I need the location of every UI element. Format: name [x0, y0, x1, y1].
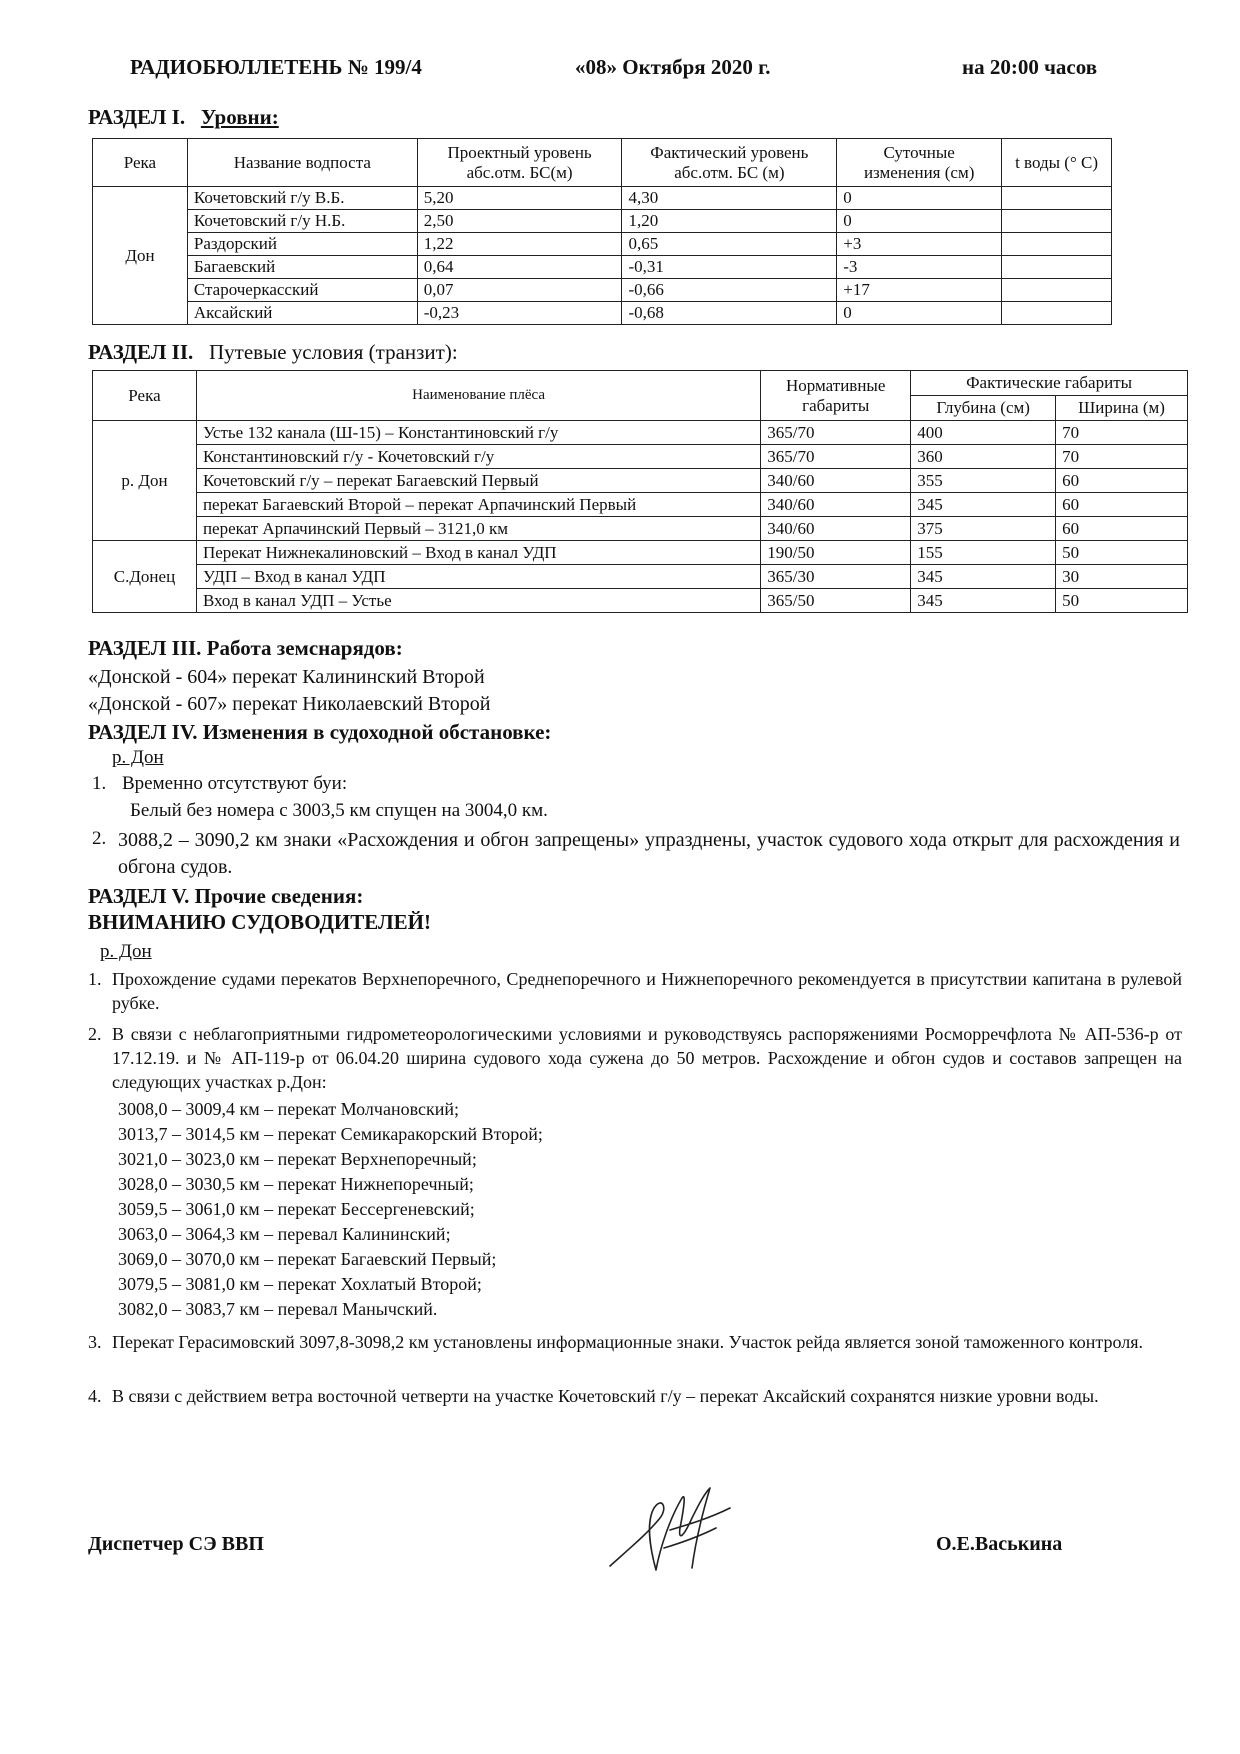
list-item: 3079,5 – 3081,0 км – перекат Хохлатый Второй;	[118, 1274, 482, 1294]
width-cell: 50	[1056, 589, 1188, 613]
project-cell: 0,07	[417, 279, 622, 302]
width-cell: 60	[1056, 517, 1188, 541]
section5-item4: В связи с действием ветра восточной четверти на участке Кочетовский г/у – перекат Аксайский сохранятся низкие уровни воды.	[112, 1386, 1099, 1406]
project-cell: 5,20	[417, 187, 622, 210]
reach-cell: УДП – Вход в канал УДП	[196, 565, 760, 589]
table-row	[93, 421, 1188, 445]
list-item: 3059,5 – 3061,0 км – перекат Бессергеневский;	[118, 1199, 475, 1219]
bulletin-date: «08» Октября 2020 г.	[575, 55, 771, 79]
actual-cell: 1,20	[622, 210, 837, 233]
post-cell: Кочетовский г/у Н.Б.	[187, 210, 417, 233]
table-row	[93, 565, 1188, 589]
section5-item3: Перекат Герасимовский 3097,8-3098,2 км установлены информационные знаки. Участок рейда является зоной таможенного контроля.	[112, 1332, 1144, 1352]
col-depth: Глубина (см)	[911, 396, 1056, 421]
width-cell: 30	[1056, 565, 1188, 589]
depth-cell: 375	[911, 517, 1056, 541]
river-cell: С.Донец	[93, 541, 197, 613]
list-item: 3028,0 – 3030,5 км – перекат Нижнепоречный;	[118, 1174, 474, 1194]
table-row	[93, 256, 1112, 279]
reach-cell: Перекат Нижнекалиновский – Вход в канал УДП	[196, 541, 760, 565]
col-normative: Нормативные габариты	[761, 371, 911, 421]
river-cell: р. Дон	[93, 421, 197, 541]
item-number: 1.	[88, 969, 102, 989]
table-row	[93, 302, 1112, 325]
project-cell: 0,64	[417, 256, 622, 279]
temp-cell	[1002, 302, 1112, 325]
depth-cell: 360	[911, 445, 1056, 469]
bulletin-title: РАДИОБЮЛЛЕТЕНЬ № 199/4	[130, 55, 422, 79]
item-number: 3.	[88, 1332, 102, 1352]
change-cell: +3	[837, 233, 1002, 256]
change-cell: +17	[837, 279, 1002, 302]
actual-cell: -0,66	[622, 279, 837, 302]
col-project-level: Проектный уровень абс.отм. БС(м)	[417, 139, 622, 187]
temp-cell	[1002, 187, 1112, 210]
section2-title: Путевые условия (транзит):	[209, 340, 458, 364]
temp-cell	[1002, 279, 1112, 302]
depth-cell: 400	[911, 421, 1056, 445]
dredger-line: «Донской - 604» перекат Калининский Второй	[88, 666, 485, 688]
table-row	[93, 541, 1188, 565]
norm-cell: 340/60	[761, 469, 911, 493]
table-row	[93, 493, 1188, 517]
norm-cell: 365/30	[761, 565, 911, 589]
norm-cell: 365/70	[761, 421, 911, 445]
norm-cell: 365/50	[761, 589, 911, 613]
item-number: 4.	[88, 1386, 102, 1406]
table-row	[93, 279, 1112, 302]
section5-heading: РАЗДЕЛ V. Прочие сведения:	[88, 884, 364, 908]
section5-item1: Прохождение судами перекатов Верхнепоречного, Среднепоречного и Нижнепоречного рекомендуется в присутствии капитана в рулевой рубке.	[112, 969, 1182, 1013]
post-cell: Старочеркасский	[187, 279, 417, 302]
levels-header-row	[93, 139, 1112, 187]
width-cell: 70	[1056, 421, 1188, 445]
section4-river: р. Дон	[112, 747, 164, 768]
col-river: Река	[93, 371, 197, 421]
change-cell: 0	[837, 187, 1002, 210]
table-row	[93, 445, 1188, 469]
width-cell: 70	[1056, 445, 1188, 469]
reach-cell: перекат Арпачинский Первый – 3121,0 км	[196, 517, 760, 541]
list-item: 3021,0 – 3023,0 км – перекат Верхнепоречный;	[118, 1149, 477, 1169]
col-reach-name: Наименование плёса	[196, 371, 760, 421]
section1-label: РАЗДЕЛ I.	[88, 105, 186, 129]
list-item: 3063,0 – 3064,3 км – перевал Калининский;	[118, 1224, 451, 1244]
col-post: Название водпоста	[187, 139, 417, 187]
section4-heading: РАЗДЕЛ IV. Изменения в судоходной обстановке:	[88, 720, 552, 744]
list-item: 3013,7 – 3014,5 км – перекат Семикаракорский Второй;	[118, 1124, 543, 1144]
table-row	[93, 517, 1188, 541]
section5-river: р. Дон	[100, 941, 152, 962]
col-width: Ширина (м)	[1056, 396, 1188, 421]
list-item: 3082,0 – 3083,7 км – перевал Манычский.	[118, 1299, 438, 1319]
section4-item1: Временно отсутствуют буи:	[122, 773, 348, 794]
waterway-table	[92, 370, 1188, 613]
col-river: Река	[93, 139, 188, 187]
width-cell: 50	[1056, 541, 1188, 565]
depth-cell: 345	[911, 565, 1056, 589]
change-cell: 0	[837, 302, 1002, 325]
depth-cell: 345	[911, 589, 1056, 613]
temp-cell	[1002, 233, 1112, 256]
norm-cell: 190/50	[761, 541, 911, 565]
width-cell: 60	[1056, 493, 1188, 517]
handwritten-signature	[600, 1478, 740, 1588]
section4-item1-detail: Белый без номера с 3003,5 км спущен на 3004,0 км.	[130, 800, 548, 821]
river-cell: Дон	[93, 187, 188, 325]
table-row	[93, 589, 1188, 613]
section2-heading	[88, 340, 458, 365]
waterway-header-row	[93, 371, 1188, 396]
project-cell: -0,23	[417, 302, 622, 325]
item-number: 2.	[88, 1024, 102, 1044]
section5-item2: В связи с неблагоприятными гидрометеорологическими условиями и руководствуясь распоряжениями Росморречфлота № АП-536-р от 17.12.19. и № АП-119-р от 06.04.20 ширина судового хода сужена до 50 метров. Расхождение и обгон судов и составов запрещен на следующих участках р.Дон:	[112, 1024, 1182, 1092]
post-cell: Багаевский	[187, 256, 417, 279]
actual-cell: -0,31	[622, 256, 837, 279]
item-number: 1.	[92, 773, 107, 794]
depth-cell: 155	[911, 541, 1056, 565]
table-row	[93, 210, 1112, 233]
list-item: 3069,0 – 3070,0 км – перекат Багаевский Первый;	[118, 1249, 497, 1269]
temp-cell	[1002, 256, 1112, 279]
actual-cell: 4,30	[622, 187, 837, 210]
col-water-temp: t воды (° С)	[1002, 139, 1112, 187]
bulletin-time: на 20:00 часов	[962, 55, 1098, 79]
col-actual-level: Фактический уровень абс.отм. БС (м)	[622, 139, 837, 187]
table-row	[93, 233, 1112, 256]
dispatcher-position: Диспетчер СЭ ВВП	[88, 1533, 264, 1555]
reach-cell: Кочетовский г/у – перекат Багаевский Первый	[196, 469, 760, 493]
dredger-line: «Донской - 607» перекат Николаевский Второй	[88, 693, 491, 715]
reach-cell: Константиновский г/у - Кочетовский г/у	[196, 445, 760, 469]
section3-heading: РАЗДЕЛ III. Работа земснарядов:	[88, 636, 403, 660]
reach-cell: Устье 132 канала (Ш-15) – Константиновский г/у	[196, 421, 760, 445]
section1-title: Уровни:	[200, 105, 279, 129]
section1-heading	[88, 105, 279, 130]
restricted-sections-list	[118, 1097, 543, 1322]
width-cell: 60	[1056, 469, 1188, 493]
norm-cell: 365/70	[761, 445, 911, 469]
change-cell: -3	[837, 256, 1002, 279]
list-item: 3008,0 – 3009,4 км – перекат Молчановский;	[118, 1099, 459, 1119]
project-cell: 1,22	[417, 233, 622, 256]
temp-cell	[1002, 210, 1112, 233]
dispatcher-name: О.Е.Васькина	[936, 1533, 1063, 1555]
post-cell: Раздорский	[187, 233, 417, 256]
norm-cell: 340/60	[761, 493, 911, 517]
item-number: 2.	[92, 828, 107, 849]
change-cell: 0	[837, 210, 1002, 233]
table-row	[93, 187, 1112, 210]
table-row	[93, 469, 1188, 493]
depth-cell: 355	[911, 469, 1056, 493]
col-daily-change: Суточные изменения (см)	[837, 139, 1002, 187]
project-cell: 2,50	[417, 210, 622, 233]
reach-cell: перекат Багаевский Второй – перекат Арпачинский Первый	[196, 493, 760, 517]
norm-cell: 340/60	[761, 517, 911, 541]
section2-label: РАЗДЕЛ II.	[88, 340, 194, 364]
reach-cell: Вход в канал УДП – Устье	[196, 589, 760, 613]
attention-heading: ВНИМАНИЮ СУДОВОДИТЕЛЕЙ!	[88, 910, 431, 934]
levels-table	[92, 138, 1112, 325]
post-cell: Аксайский	[187, 302, 417, 325]
col-actual-dimensions: Фактические габариты	[911, 371, 1188, 396]
post-cell: Кочетовский г/у В.Б.	[187, 187, 417, 210]
depth-cell: 345	[911, 493, 1056, 517]
section4-item2: 3088,2 – 3090,2 км знаки «Расхождения и обгон запрещены» упразднены, участок судового хода открыт для расхождения и обгона судов.	[118, 829, 1180, 878]
actual-cell: 0,65	[622, 233, 837, 256]
actual-cell: -0,68	[622, 302, 837, 325]
